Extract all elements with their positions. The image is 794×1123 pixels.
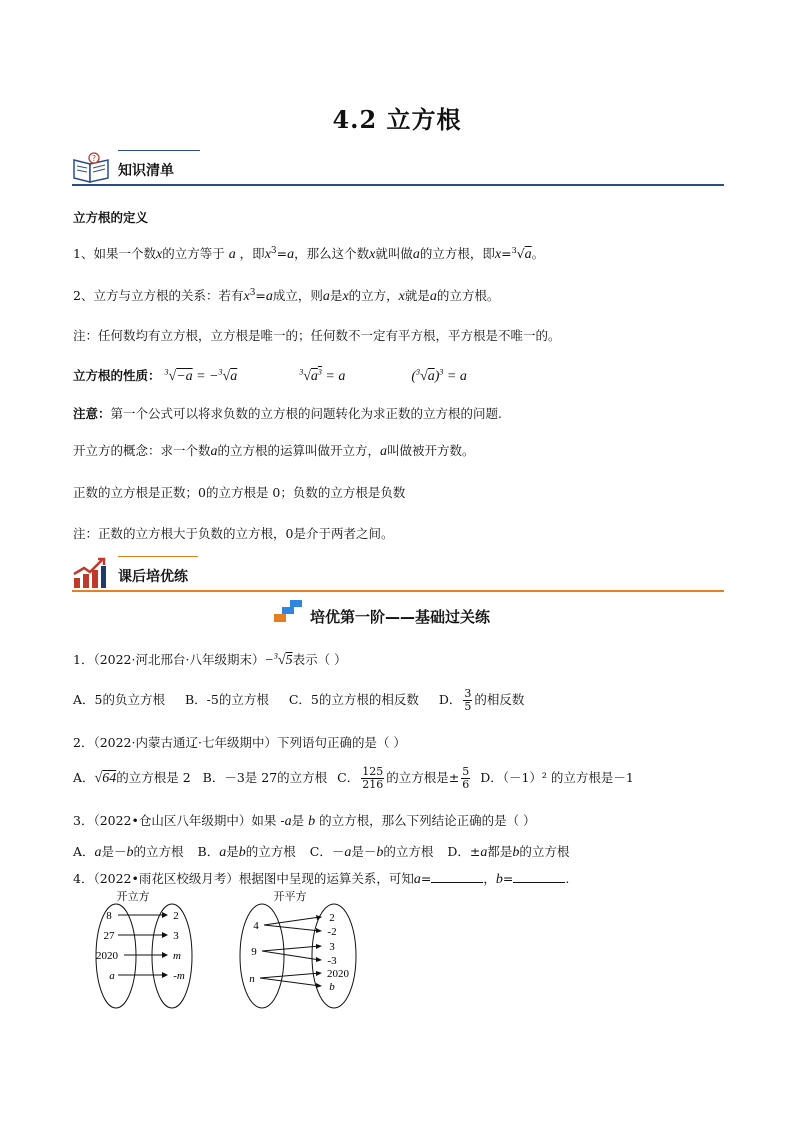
question-1-options — [73, 688, 524, 713]
section-practice-label: 课后培优练 — [118, 569, 188, 585]
note-1: 注：任何数均有立方根，立方根是唯一的；任何数不一定有平方根，平方根是不唯一的。 — [73, 328, 561, 343]
section-knowledge-label: 知识清单 — [118, 163, 174, 179]
diagram1-left-3: a — [109, 970, 115, 982]
question-1-stem: 1．（2022·河北邢台·八年级期末）−$^3$√5表示（ ） — [73, 651, 347, 668]
definition-line-1: 1、如果一个数x的立方等于 a ，即$x^3=a$，那么这个数x就叫做a的立方根，即x=$^3$√a。 — [73, 245, 545, 262]
question-2-stem: 2．（2022·内蒙古通辽·七年级期中）下列语句正确的是（ ） — [73, 735, 406, 750]
diagram1-right-2: m — [173, 950, 181, 962]
diagram1-left-2: 2020 — [96, 950, 118, 962]
sign-line: 正数的立方根是正数；0的立方根是 0；负数的立方根是负数 — [73, 485, 406, 500]
diagram2-left-0: 4 — [253, 920, 259, 932]
diagram2-left-2: n — [249, 973, 255, 985]
q1-option-a[interactable]: A．5的负立方根 — [73, 692, 165, 707]
attention-line: 注意：第一个公式可以将求负数的立方根的问题转化为求正数的立方根的问题. — [73, 406, 502, 421]
cube-root-diagram — [88, 886, 208, 1010]
q3-option-d[interactable]: D．±a都是b的立方根 — [447, 844, 570, 860]
properties-line: 立方根的性质： $^3$√−a = −$^3$√a $^3√a^3 = a$ $(^3√a)^3 = a$ — [73, 367, 467, 384]
diagram2-left-1: 9 — [251, 946, 257, 958]
q2-option-c[interactable]: C． $\frac{125}{216}$ 的立方根是± $\frac{5}{6}$ — [337, 765, 470, 791]
diagram2-right-4: 2020 — [327, 968, 349, 980]
diagram1-right-1: 3 — [173, 930, 179, 942]
section-practice-header — [72, 554, 724, 594]
stage-title: 培优第一阶——基础过关练 — [310, 608, 491, 626]
diagram2-right-3: -3 — [327, 955, 337, 967]
definition-heading: 立方根的定义 — [73, 210, 149, 225]
page-title: 4.2 立方根 — [332, 105, 462, 134]
q3-option-b[interactable]: B．a是b的立方根 — [197, 844, 296, 860]
concept-line: 开立方的概念：求一个数a的立方根的运算叫做开立方，a叫做被开方数。 — [73, 443, 475, 459]
diagram1-title: 开立方 — [116, 890, 150, 903]
q1-option-c[interactable]: C．5的立方根的相反数 — [288, 692, 419, 707]
diagram1-left-0: 8 — [106, 910, 112, 922]
q1-option-b[interactable]: B．-5的立方根 — [184, 692, 269, 707]
q1-option-d[interactable]: D． $\frac{3}{5}$ 的相反数 — [438, 687, 525, 713]
diagram2-right-5: b — [329, 981, 335, 993]
diagram2-right-1: -2 — [327, 926, 337, 938]
q2-option-d[interactable]: D．（－1）² 的立方根是－1 — [480, 770, 634, 785]
stage-header — [270, 598, 530, 628]
q2-option-a[interactable]: A．√64的立方根是 2 — [73, 770, 191, 786]
growth-chart-icon — [72, 556, 108, 590]
diagram1-right-0: 2 — [173, 910, 179, 922]
question-4-stem: 4．（2022•雨花区校级月考）根据图中呈现的运算关系，可知a= ，b= . — [73, 871, 570, 887]
q3-option-c[interactable]: C．－a是－b的立方根 — [309, 844, 434, 860]
diagram2-title: 开平方 — [273, 890, 307, 903]
question-2-options — [73, 766, 634, 791]
question-3-stem: 3．（2022•仓山区八年级期中）如果 -a是 b 的立方根，那么下列结论正确的是（ ） — [73, 813, 536, 829]
q2-option-b[interactable]: B．－3是 27的立方根 — [202, 770, 328, 785]
definition-line-2: 2、立方与立方根的关系：若有$x^3=a$成立，则a是x的立方，x就是a的立方根。 — [73, 287, 500, 304]
section-knowledge-header — [72, 148, 724, 188]
answer-a-blank[interactable] — [431, 870, 483, 883]
note-2: 注：正数的立方根大于负数的立方根，0是介于两者之间。 — [73, 526, 394, 541]
svg-text:?: ? — [91, 154, 97, 163]
square-root-diagram — [232, 886, 372, 1010]
answer-b-blank[interactable] — [513, 870, 565, 883]
stairs-icon — [270, 598, 304, 624]
diagram2-right-0: 2 — [329, 912, 335, 924]
q3-option-a[interactable]: A．a是－b的立方根 — [73, 844, 184, 860]
question-3-options — [73, 842, 569, 861]
diagram2-right-2: 3 — [329, 941, 335, 953]
diagram1-right-3: -m — [173, 970, 185, 982]
book-icon — [72, 152, 112, 184]
diagram1-left-1: 27 — [103, 930, 115, 942]
